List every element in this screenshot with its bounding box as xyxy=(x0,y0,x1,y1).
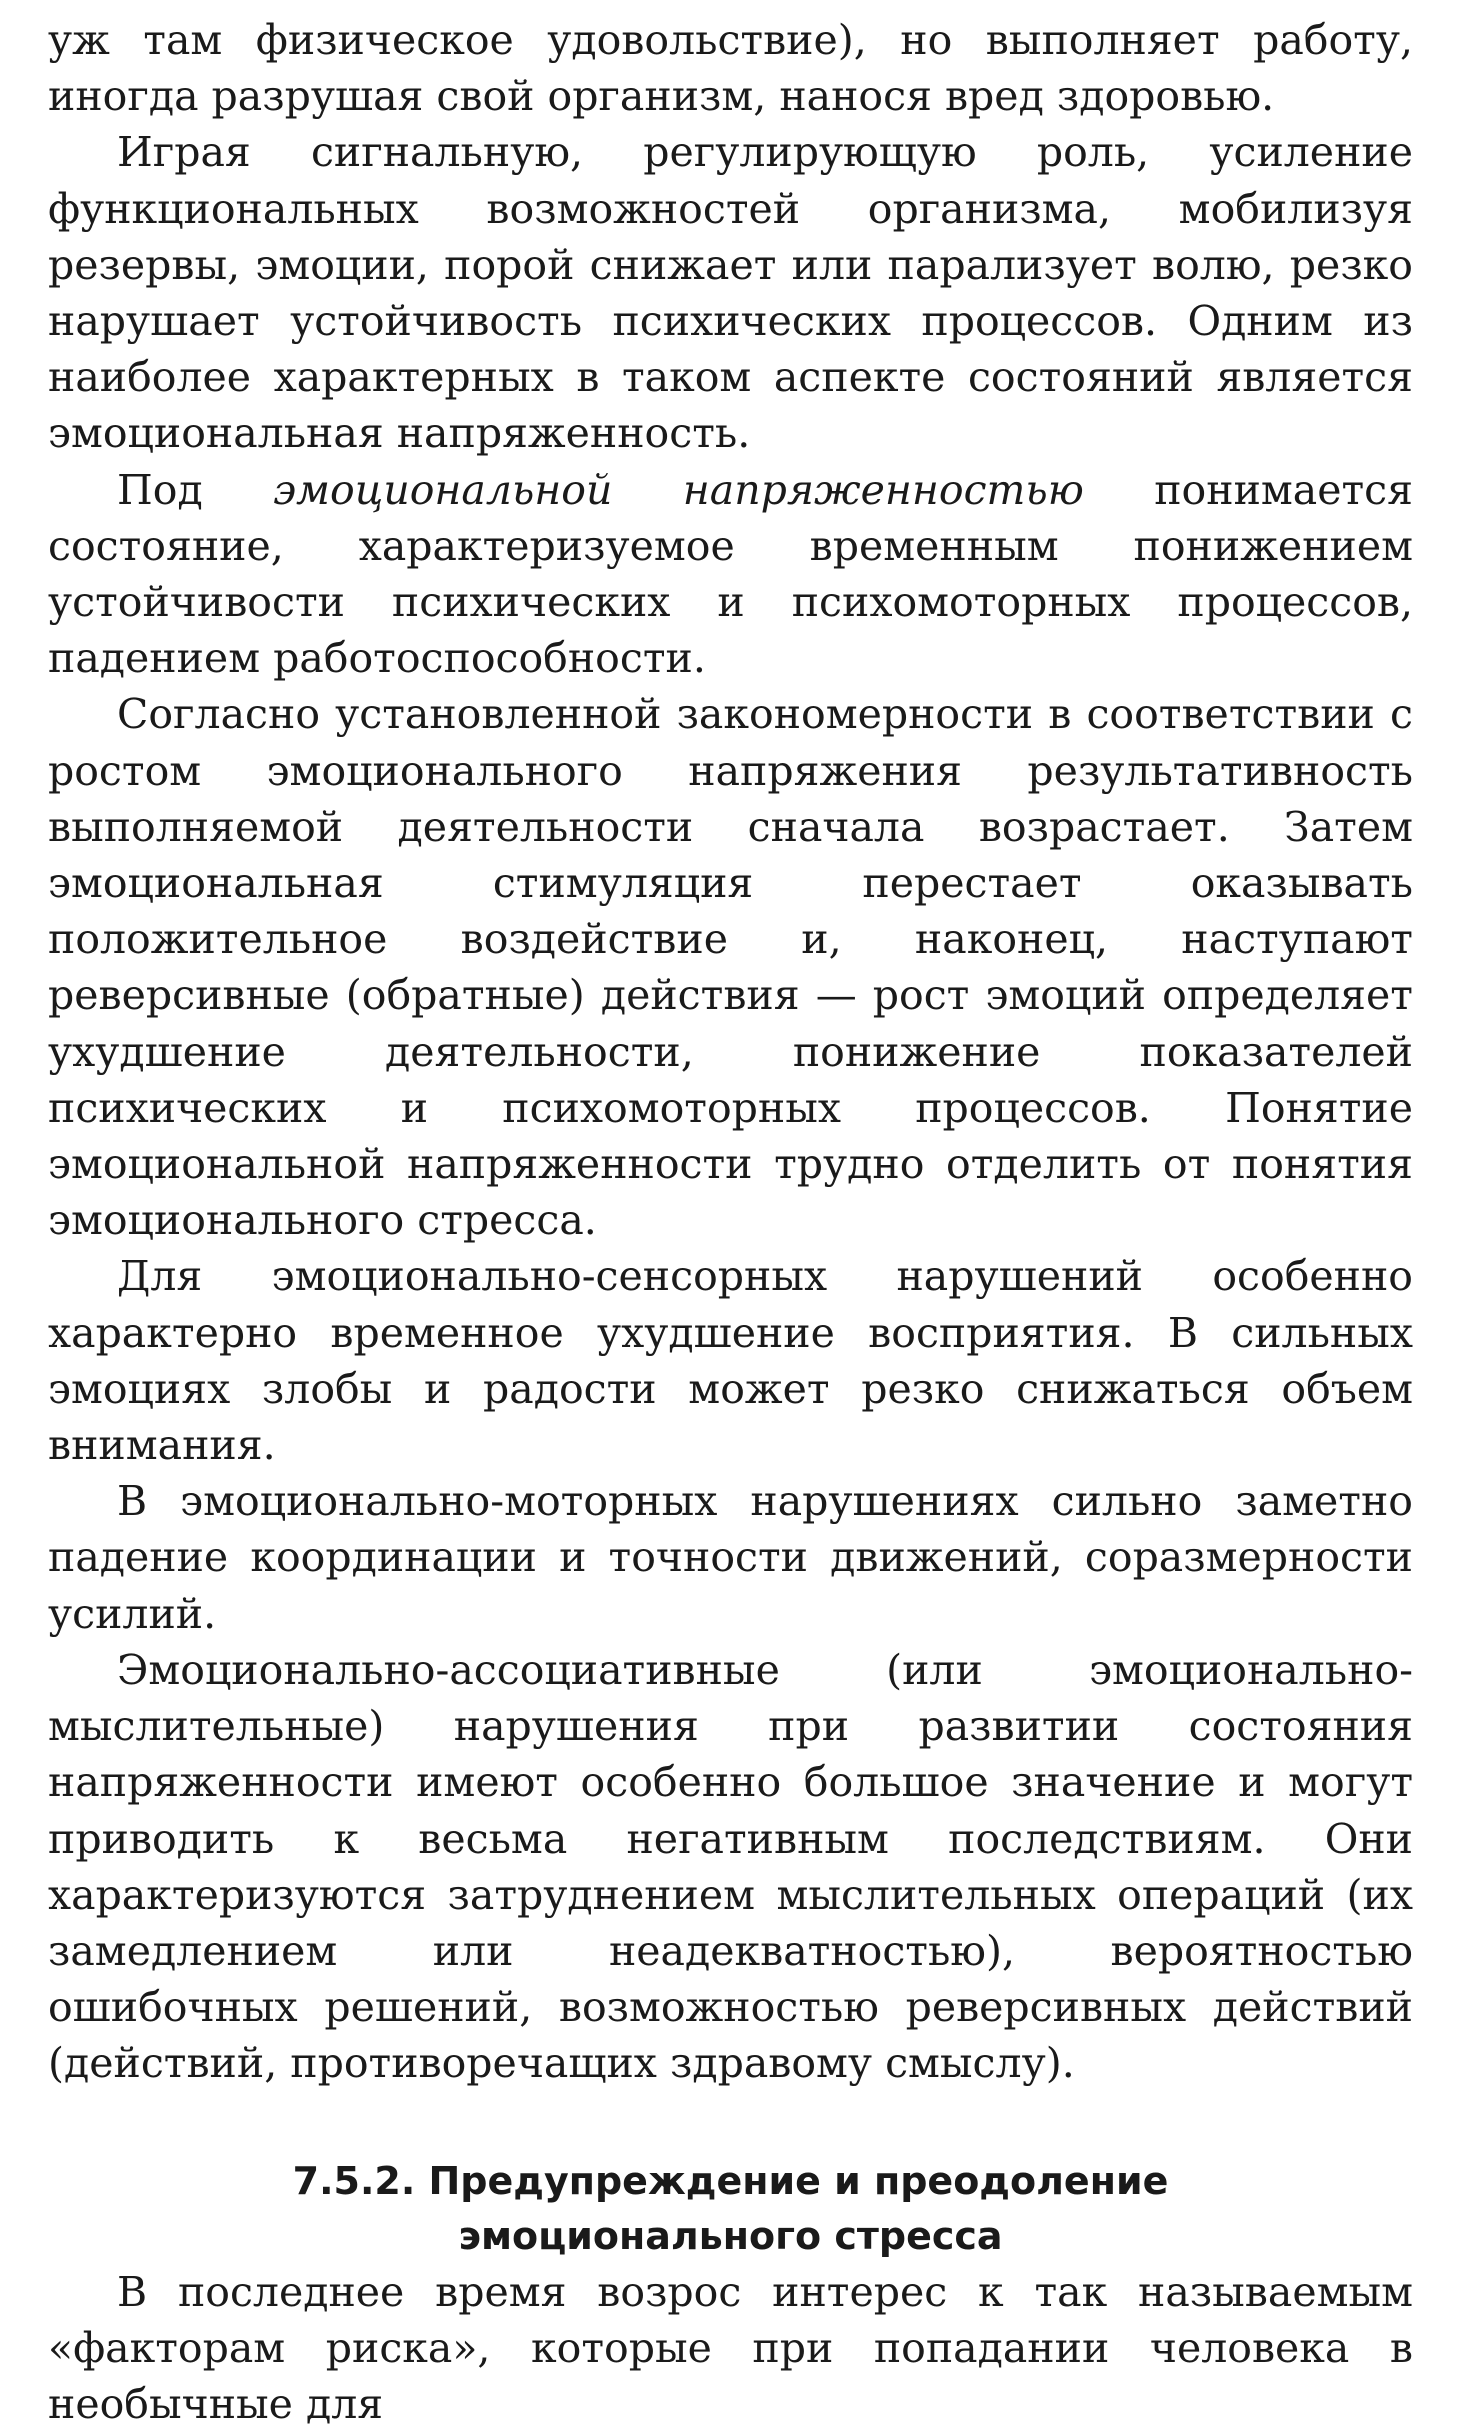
paragraph-continued: уж там физическое удовольствие), но выполняет работу, иногда разрушая свой организм, нанося вред здоровью. xyxy=(48,16,1413,121)
paragraph-motor: В эмоционально-моторных нарушениях сильно заметно падение координации и точности движений, соразмерности усилий. xyxy=(48,1477,1413,1638)
paragraph-sensory: Для эмоционально-сенсорных нарушений особенно характерно временное ухудшение восприятия. В сильных эмоциях злобы и радости может резко снижаться объем внимания. xyxy=(48,1252,1413,1470)
paragraph-signal-role: Играя сигнальную, регулирующую роль, усиление функциональных возможностей организма, мобилизуя резервы, эмоции, порой снижает или парализует волю, резко нарушает устойчивость психических процессов. Одним из наиболее характерных в таком аспекте состояний является эмоциональная напряженность. xyxy=(48,128,1413,458)
definition-lead-text: Под xyxy=(117,465,274,514)
paragraph-definition xyxy=(48,462,1413,687)
paragraph-associative: Эмоционально-ассоциативные (или эмоционально-мыслительные) нарушения при развитии состояния напряженности имеют особенно большое значение и могут приводить к весьма негативным последствиям. Они характеризуются затруднением мыслительных операций (их замедлением или неадекватностью), вероятностью ошибочных решений, возможностью реверсивных действий (действий, противоречащих здравому смыслу). xyxy=(48,1645,1413,2088)
defined-term: эмоциональной напряженностью xyxy=(273,465,1084,514)
section-heading-line-1: 7.5.2. Предупреждение и преодоление xyxy=(292,2158,1169,2203)
section-heading-line-2: эмоционального стресса xyxy=(458,2213,1003,2258)
definition-rest-text: понимается состояние, характеризуемое временным понижением устойчивости психических и психомоторных процессов, падением работоспособности. xyxy=(48,465,1413,683)
text-column xyxy=(48,12,1413,2432)
section-heading xyxy=(48,2154,1413,2264)
paragraph-regularity: Согласно установленной закономерности в соответствии с ростом эмоционального напряжения результативность выполняемой деятельности сначала возрастает. Затем эмоциональная стимуляция перестает оказывать положительное воздействие и, наконец, наступают реверсивные (обратные) действия — рост эмоций определяет ухудшение деятельности, понижение показателей психических и психомоторных процессов. Понятие эмоциональной напряженности трудно отделить от понятия эмоционального стресса. xyxy=(48,690,1413,1245)
paragraph-risk-factors: В последнее время возрос интерес к так называемым «факторам риска», которые при попадании человека в необычные для xyxy=(48,2267,1413,2428)
